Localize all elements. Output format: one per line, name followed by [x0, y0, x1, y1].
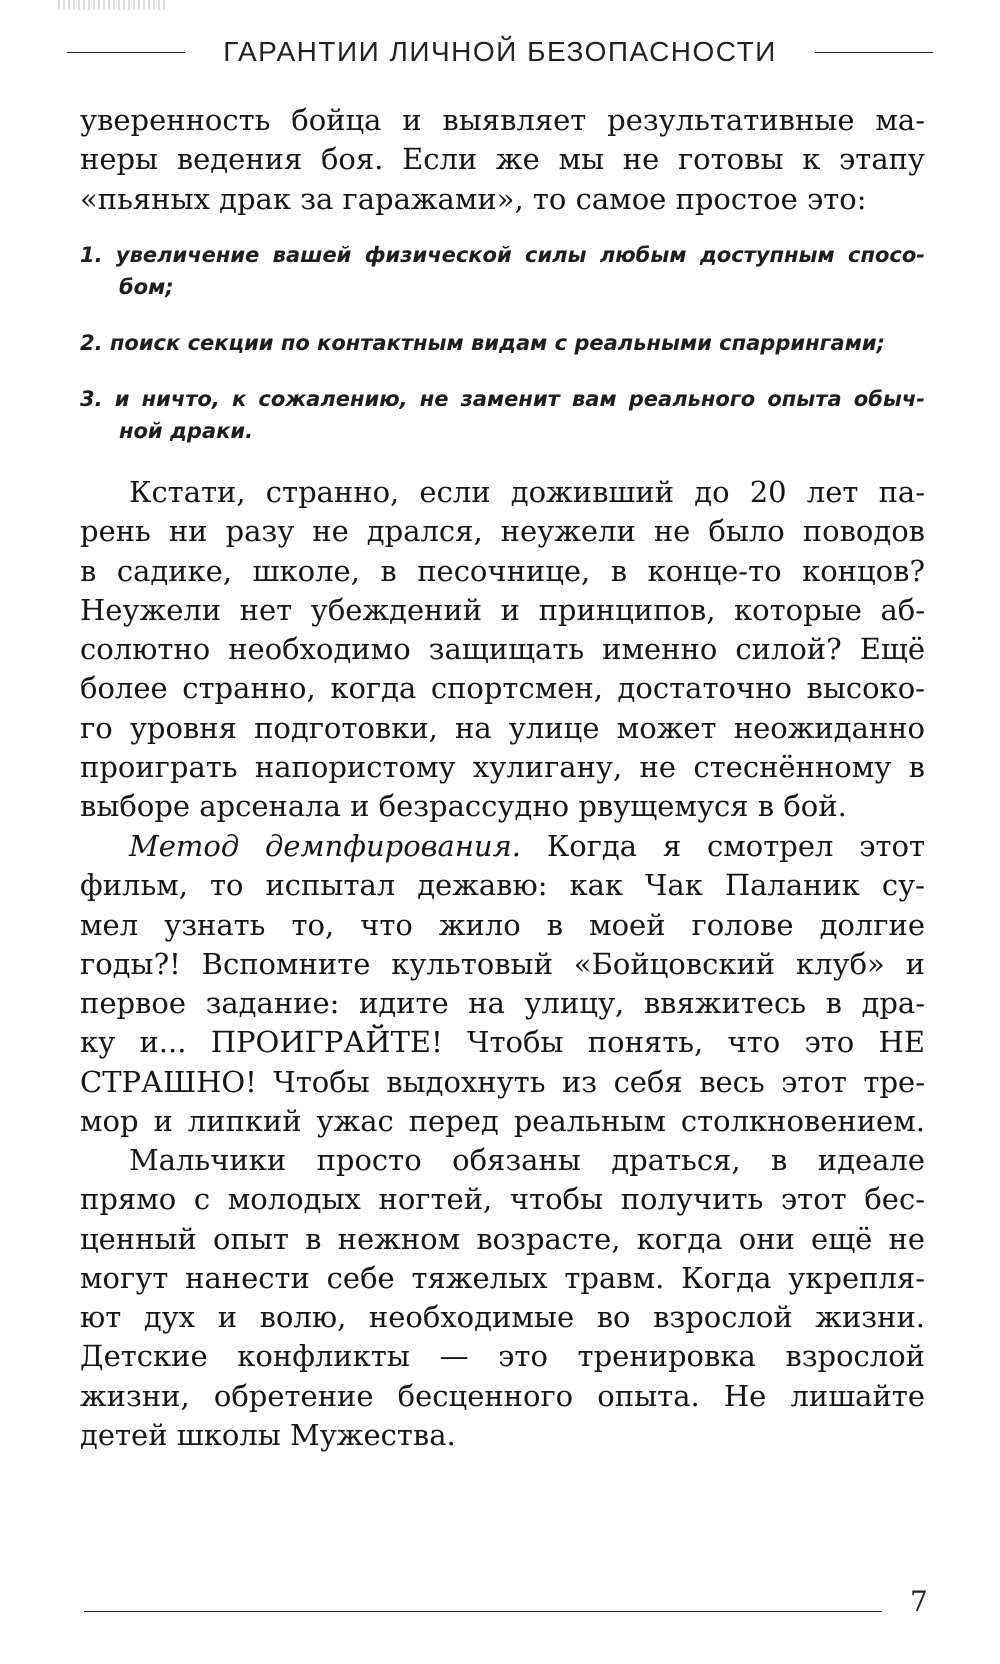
- list-item: [80, 327, 925, 359]
- text-line: Детские конфликты — это тренировка взрослой: [80, 1339, 925, 1374]
- text-line: первое задание: идите на улицу, ввяжитесь в дра-: [80, 986, 925, 1021]
- text-fragment: Когда я смотрел этот: [521, 829, 925, 863]
- paragraph-3: [80, 1141, 925, 1455]
- paragraph-2: [80, 827, 925, 1141]
- text-line: ку и... ПРОИГРАЙТЕ! Чтобы понять, что это НЕ: [80, 1025, 925, 1060]
- intro-paragraph: [80, 101, 925, 219]
- text-line: могут нанести себе тяжелых травм. Когда укрепля-: [80, 1260, 925, 1295]
- running-header: [70, 30, 930, 74]
- list-item-line: ной драки.: [119, 419, 254, 443]
- text-line: СТРАШНО! Чтобы выдохнуть из себя весь этот тре-: [80, 1064, 925, 1099]
- text-line: прямо с молодых ногтей, чтобы получить этот бес-: [80, 1182, 925, 1217]
- header-rule-left: [67, 52, 185, 53]
- running-header-title: ГАРАНТИИ ЛИЧНОЙ БЕЗОПАСНОСТИ: [223, 36, 777, 67]
- scan-artifact: [58, 0, 168, 10]
- page-number: 7: [910, 1585, 928, 1618]
- text-line: рень ни разу не дрался, неужели не было поводов: [80, 514, 925, 549]
- text-line: жизни, обретение бесценного опыта. Не лишайте: [80, 1378, 925, 1413]
- header-rule-right: [815, 52, 933, 53]
- text-line: Неужели нет убеждений и принципов, которые аб-: [80, 592, 925, 627]
- text-line: Мальчики просто обязаны драться, в идеале: [129, 1143, 925, 1177]
- list-item-line: 2. поиск секции по контактным видам с реальными спаррингами;: [80, 331, 885, 355]
- list-item: [80, 239, 925, 303]
- footer-rule: [84, 1611, 882, 1612]
- text-line: годы?! Вспомните культовый «Бойцовский клуб» и: [80, 946, 925, 981]
- text-line: го уровня подготовки, на улице может неожиданно: [80, 710, 925, 745]
- text-line: выборе арсенала и безрассудно рвущемуся в бой.: [80, 789, 847, 824]
- list-item-line: бом;: [119, 275, 174, 299]
- text-line: уверенность бойца и выявляет результативные ма-: [80, 103, 925, 137]
- text-line: неры ведения боя. Если же мы не готовы к этапу: [80, 142, 925, 177]
- list-item-line: 1. увеличение вашей физической силы любым доступным спосо-: [80, 243, 925, 267]
- text-line: ценный опыт в нежном возрасте, когда они ещё не: [80, 1221, 925, 1256]
- text-line: «пьяных драк за гаражами», то самое простое это:: [80, 181, 867, 216]
- text-line: солютно необходимо защищать именно силой? Ещё: [80, 632, 925, 667]
- text-line: в садике, школе, в песочнице, в конце-то концов?: [80, 553, 925, 588]
- list-item: [80, 383, 925, 447]
- text-line: мор и липкий ужас перед реальным столкновением.: [80, 1104, 925, 1139]
- list-item-line: 3. и ничто, к сожалению, не заменит вам реального опыта обыч-: [80, 387, 925, 411]
- text-line: более странно, когда спортсмен, достаточно высоко-: [80, 671, 925, 706]
- text-line: мел узнать то, что жило в моей голове долгие: [80, 907, 925, 942]
- text-line: ют дух и волю, необходимые во взрослой жизни.: [80, 1300, 925, 1335]
- text-line: фильм, то испытал дежавю: как Чак Паланик су-: [80, 868, 925, 903]
- text-line: Кстати, странно, если доживший до 20 лет па-: [129, 475, 925, 509]
- text-line: [80, 827, 925, 866]
- method-term: Метод демпфирования.: [129, 829, 522, 863]
- paragraph-1: [80, 473, 925, 827]
- text-line: детей школы Мужества.: [80, 1418, 456, 1453]
- text-line: проиграть напористому хулигану, не стеснённому в: [80, 750, 925, 785]
